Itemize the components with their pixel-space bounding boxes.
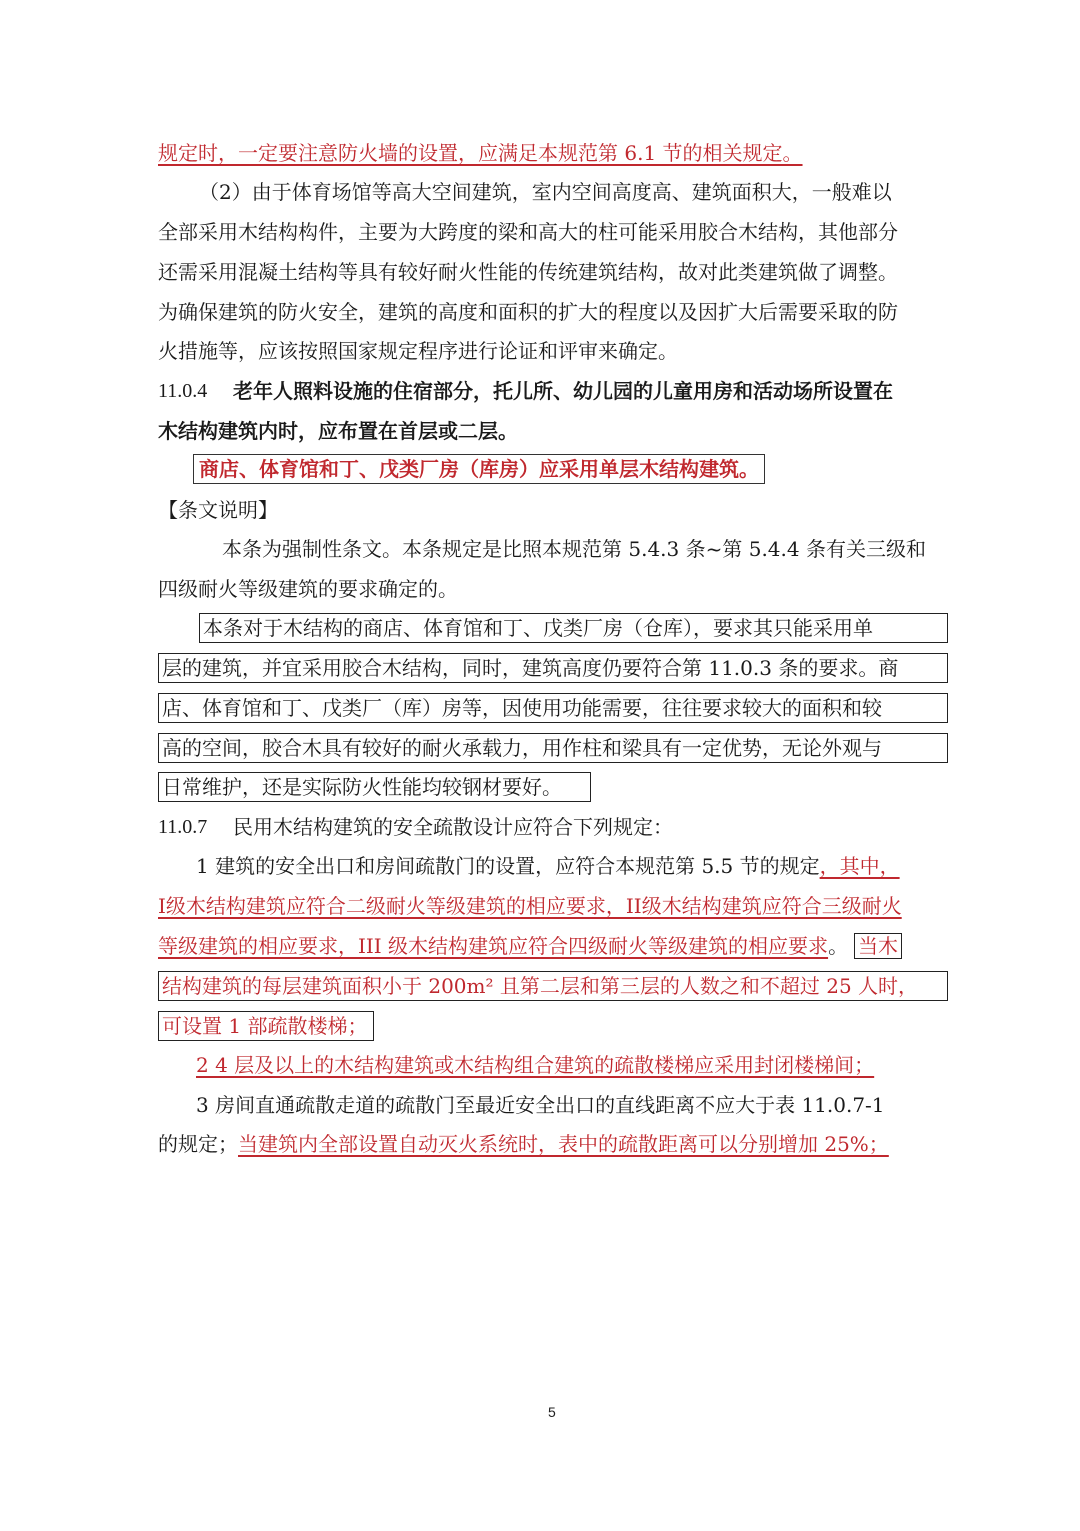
clause-text-11-0-4-cont: 木结构建筑内时，应布置在首层或二层。	[158, 419, 518, 443]
clause-number-11-0-7: 11.0.7	[158, 816, 208, 838]
clause-explanation-heading: 【条文说明】	[158, 498, 278, 522]
item-1-line-3	[158, 932, 902, 960]
item-1-line-3-boxed: 当木	[854, 933, 902, 959]
item-1-line-2: I级木结构建筑应符合二级耐火等级建筑的相应要求，II级木结构建筑应符合三级耐火	[158, 894, 902, 918]
item-3-line-2	[158, 1130, 889, 1158]
boxed-line-3: 店、体育馆和丁、戊类厂（库）房等，因使用功能需要，往往要求较大的面积和较	[158, 693, 948, 723]
item-1-line-3-period: 。	[828, 934, 849, 958]
clause-text-11-0-7: 民用木结构建筑的安全疏散设计应符合下列规定：	[233, 815, 673, 839]
text-line-1: 规定时，一定要注意防火墙的设置，应满足本规范第 6.1 节的相关规定。	[158, 141, 803, 165]
item-3-line-1: 3 房间直通疏散走道的疏散门至最近安全出口的直线距离不应大于表 11.0.7-1	[196, 1093, 885, 1117]
text-line-5: 为确保建筑的防火安全，建筑的高度和面积的扩大的程度以及因扩大后需要采取的防	[158, 300, 898, 324]
boxed-line-4: 高的空间，胶合木具有较好的耐火承载力，用作柱和梁具有一定优势，无论外观与	[158, 733, 948, 763]
boxed-line-5: 日常维护，还是实际防火性能均较钢材要好。	[158, 772, 591, 802]
item-1-red: ，其中，	[819, 854, 900, 878]
text-line-6: 火措施等，应该按照国家规定程序进行论证和评审来确定。	[158, 339, 678, 363]
item-1-line-5-boxed: 可设置 1 部疏散楼梯；	[158, 1011, 374, 1041]
item-1-text: 1 建筑的安全出口和房间疏散门的设置，应符合本规范第 5.5 节的规定	[196, 854, 820, 878]
item-1-line-3-red: 等级建筑的相应要求，III 级木结构建筑应符合四级耐火等级建筑的相应要求	[158, 934, 829, 958]
boxed-line-2: 层的建筑，并宜采用胶合木结构，同时，建筑高度仍要符合第 11.0.3 条的要求。商	[158, 653, 948, 683]
text-line-11: 本条为强制性条文。本条规定是比照本规范第 5.4.3 条~第 5.4.4 条有关三级和	[222, 537, 926, 561]
item-1-line-4-boxed: 结构建筑的每层建筑面积小于 200m² 且第二层和第三层的人数之和不超过 25 人时，	[158, 971, 948, 1001]
text-line-4: 还需采用混凝土结构等具有较好耐火性能的传统建筑结构，故对此类建筑做了调整。	[158, 260, 898, 284]
clause-number-11-0-4: 11.0.4	[158, 380, 208, 402]
item-3-line-2-red: 当建筑内全部设置自动灭火系统时，表中的疏散距离可以分别增加 25%；	[238, 1132, 889, 1156]
clause-text-11-0-4: 老年人照料设施的住宿部分，托儿所、幼儿园的儿童用房和活动场所设置在	[233, 379, 893, 403]
inserted-clause-box: 商店、体育馆和丁、戊类厂房（库房）应采用单层木结构建筑。	[193, 454, 765, 484]
text-line-12: 四级耐火等级建筑的要求确定的。	[158, 577, 458, 601]
text-line-3: 全部采用木结构构件，主要为大跨度的梁和高大的柱可能采用胶合木结构，其他部分	[158, 220, 898, 244]
text-line-2: （2）由于体育场馆等高大空间建筑，室内空间高度高、建筑面积大，一般难以	[199, 180, 892, 204]
item-2-line: 2 4 层及以上的木结构建筑或木结构组合建筑的疏散楼梯应采用封闭楼梯间；	[196, 1053, 875, 1077]
boxed-line-1: 本条对于木结构的商店、体育馆和丁、戊类厂房（仓库），要求其只能采用单	[199, 613, 948, 643]
item-3-line-2-text: 的规定；	[158, 1132, 238, 1156]
page-number: 5	[548, 1404, 556, 1420]
item-1-line-1	[196, 852, 900, 880]
